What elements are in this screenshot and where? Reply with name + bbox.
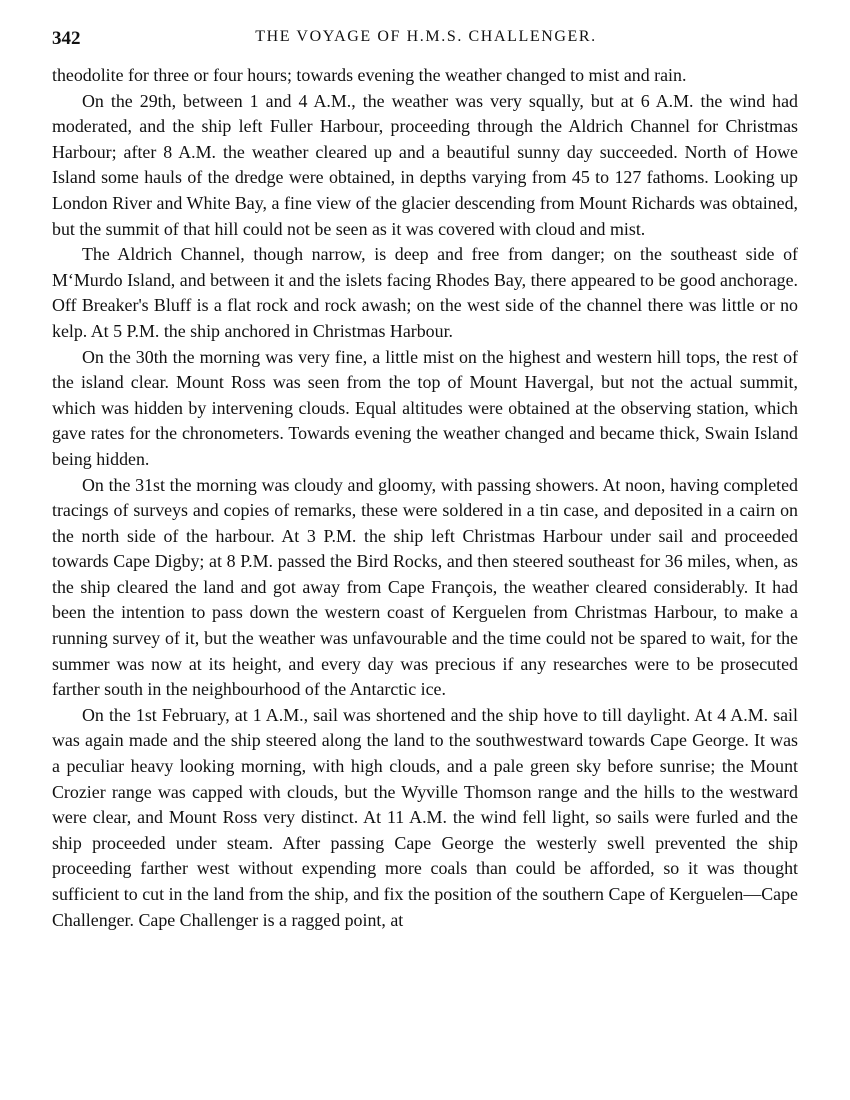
paragraph: On the 30th the morning was very fine, a little mist on the highest and western hill tops, the rest of the island clear. Mount Ross was seen from the top of Mount Havergal, but not the actual summit, which was hidden by intervening clouds. Equal altitudes were obtained at the observing station, which gave rates for the chronometers. Towards evening the weather changed and became thick, Swain Island being hidden. xyxy=(52,346,798,469)
body-text xyxy=(52,63,798,933)
page-header xyxy=(52,24,800,54)
page-number: 342 xyxy=(52,28,81,49)
paragraph: On the 1st February, at 1 A.M., sail was shortened and the ship hove to till daylight. At 4 A.M. sail was again made and the ship steered along the land to the southwestward towards Cape George. It was a peculiar heavy looking morning, with high clouds, and a pale green sky before sunrise; the Mount Crozier range was capped with clouds, but the Wyville Thomson range and the hills to the westward were clear, and Mount Ross very distinct. At 11 A.M. the wind fell light, so sails were furled and the ship proceeded under steam. After passing Cape George the westerly swell prevented the ship proceeding farther west without expending more coals than could be afforded, so it was thought sufficient to cut in the land from the ship, and fix the position of the southern Cape of Kerguelen—Cape Challenger. Cape Challenger is a ragged point, at xyxy=(52,704,798,930)
paragraph: On the 29th, between 1 and 4 A.M., the weather was very squally, but at 6 A.M. the wind had moderated, and the ship left Fuller Harbour, proceeding through the Aldrich Channel for Christmas Harbour; after 8 A.M. the weather cleared up and a beautiful sunny day succeeded. North of Howe Island some hauls of the dredge were obtained, in depths varying from 45 to 127 fathoms. Looking up London River and White Bay, a fine view of the glacier descending from Mount Richards was obtained, but the summit of that hill could not be seen as it was covered with cloud and mist. xyxy=(52,90,798,239)
running-title: THE VOYAGE OF H.M.S. CHALLENGER. xyxy=(255,28,597,45)
paragraph: theodolite for three or four hours; towards evening the weather changed to mist and rain. xyxy=(52,65,687,85)
paragraph: On the 31st the morning was cloudy and gloomy, with passing showers. At noon, having completed tracings of surveys and copies of remarks, these were soldered in a tin case, and deposited in a cairn on the north side of the harbour. At 3 P.M. the ship left Christmas Harbour under sail and proceeded towards Cape Digby; at 8 P.M. passed the Bird Rocks, and then steered southeast for 36 miles, when, as the ship cleared the land and got away from Cape François, the weather cleared considerably. It had been the intention to pass down the western coast of Kerguelen from Christmas Harbour, to make a running survey of it, but the weather was unfavourable and the time could not be spared to wait, for the summer was now at its height, and every day was precious if any researches were to be prosecuted farther south in the neighbourhood of the Antarctic ice. xyxy=(52,474,798,700)
paragraph: The Aldrich Channel, though narrow, is deep and free from danger; on the southeast side of M‘Murdo Island, and between it and the islets facing Rhodes Bay, there appeared to be good anchorage. Off Breaker's Bluff is a flat rock and rock awash; on the west side of the channel there was little or no kelp. At 5 P.M. the ship anchored in Christmas Harbour. xyxy=(52,244,798,341)
